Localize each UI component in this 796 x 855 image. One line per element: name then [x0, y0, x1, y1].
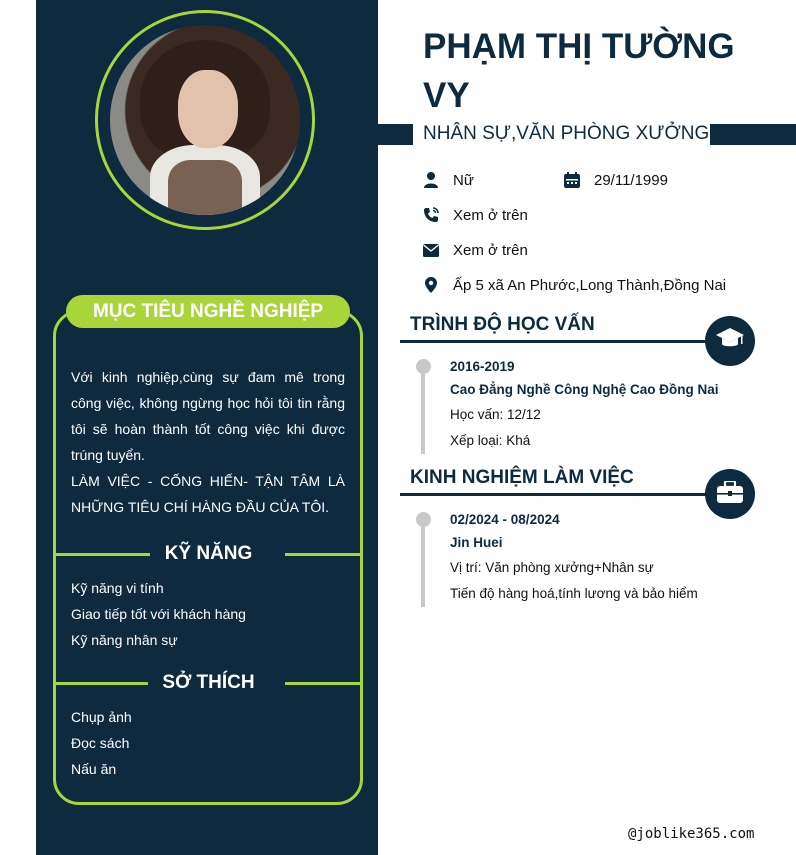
experience-timeline	[421, 519, 425, 607]
education-title: TRÌNH ĐỘ HỌC VẤN	[410, 314, 595, 335]
list-item: Nấu ăn	[71, 761, 117, 777]
skills-list	[71, 575, 246, 653]
list-item: Kỹ năng nhân sự	[71, 632, 178, 648]
list-item: Kỹ năng vi tính	[71, 580, 164, 596]
skills-title: KỸ NĂNG	[164, 543, 253, 564]
hobbies-header	[56, 671, 361, 695]
envelope-icon	[423, 242, 439, 258]
experience-divider	[400, 493, 730, 496]
dob-row	[564, 168, 668, 192]
role-bar-right	[710, 124, 796, 145]
objective-section	[71, 364, 345, 520]
email-row	[423, 238, 528, 262]
hobbies-title: SỞ THÍCH	[162, 672, 255, 693]
education-entry	[450, 359, 719, 459]
skills-header	[56, 542, 361, 566]
experience-title: KINH NGHIỆM LÀM VIỆC	[410, 467, 634, 488]
objective-motto: LÀM VIỆC - CỐNG HIẾN- TẬN TÂM LÀ NHỮNG TIÊU CHÍ HÀNG ĐẦU CỦA TÔI.	[71, 473, 345, 515]
briefcase-icon	[717, 481, 743, 508]
phone-value: Xem ở trên	[453, 206, 528, 224]
list-item: Đọc sách	[71, 735, 130, 751]
experience-entry	[450, 512, 698, 612]
education-rank: Xếp loại: Khá	[450, 433, 531, 448]
footer-watermark: @joblike365.com	[628, 826, 755, 842]
gender-row	[423, 168, 474, 192]
phone-icon	[423, 207, 439, 223]
gender-value: Nữ	[453, 171, 474, 189]
role-bar-left	[378, 124, 413, 145]
experience-company: Jin Huei	[450, 535, 503, 550]
calendar-icon	[564, 172, 580, 188]
education-period: 2016-2019	[450, 359, 515, 374]
phone-row	[423, 203, 528, 227]
sidebar	[36, 0, 378, 855]
hobbies-list	[71, 704, 132, 782]
list-item: Chụp ảnh	[71, 709, 132, 725]
experience-position: Vị trí: Văn phòng xưởng+Nhân sự	[450, 560, 654, 575]
education-divider	[400, 340, 730, 343]
experience-period: 02/2024 - 08/2024	[450, 512, 560, 527]
education-school: Cao Đẳng Nghề Công Nghệ Cao Đồng Nai	[450, 382, 719, 397]
candidate-role: NHÂN SỰ,VĂN PHÒNG XƯỞNG	[423, 123, 710, 144]
graduation-cap-icon	[716, 328, 744, 355]
objective-title: MỤC TIÊU NGHỀ NGHIỆP	[66, 295, 350, 328]
address-value: Ấp 5 xã An Phước,Long Thành,Đồng Nai	[453, 276, 727, 294]
map-pin-icon	[423, 277, 439, 293]
user-icon	[423, 172, 439, 188]
candidate-name: PHẠM THỊ TƯỜNG VY	[423, 27, 735, 115]
education-timeline	[421, 366, 425, 454]
avatar	[110, 25, 300, 215]
email-value: Xem ở trên	[453, 241, 528, 259]
education-grade: Học vấn: 12/12	[450, 407, 541, 422]
experience-icon-badge	[705, 469, 755, 519]
list-item: Giao tiếp tốt với khách hàng	[71, 606, 246, 622]
address-row	[423, 273, 726, 297]
objective-text: Với kinh nghiệp,cùng sự đam mê trong công việc, không ngừng học hỏi tôi tin rằng tôi sẽ hoàn thành tốt công việc khi được trúng tuyển.	[71, 369, 345, 463]
dob-value: 29/11/1999	[594, 171, 668, 189]
experience-duties: Tiến độ hàng hoá,tính lương và bảo hiểm	[450, 586, 698, 601]
